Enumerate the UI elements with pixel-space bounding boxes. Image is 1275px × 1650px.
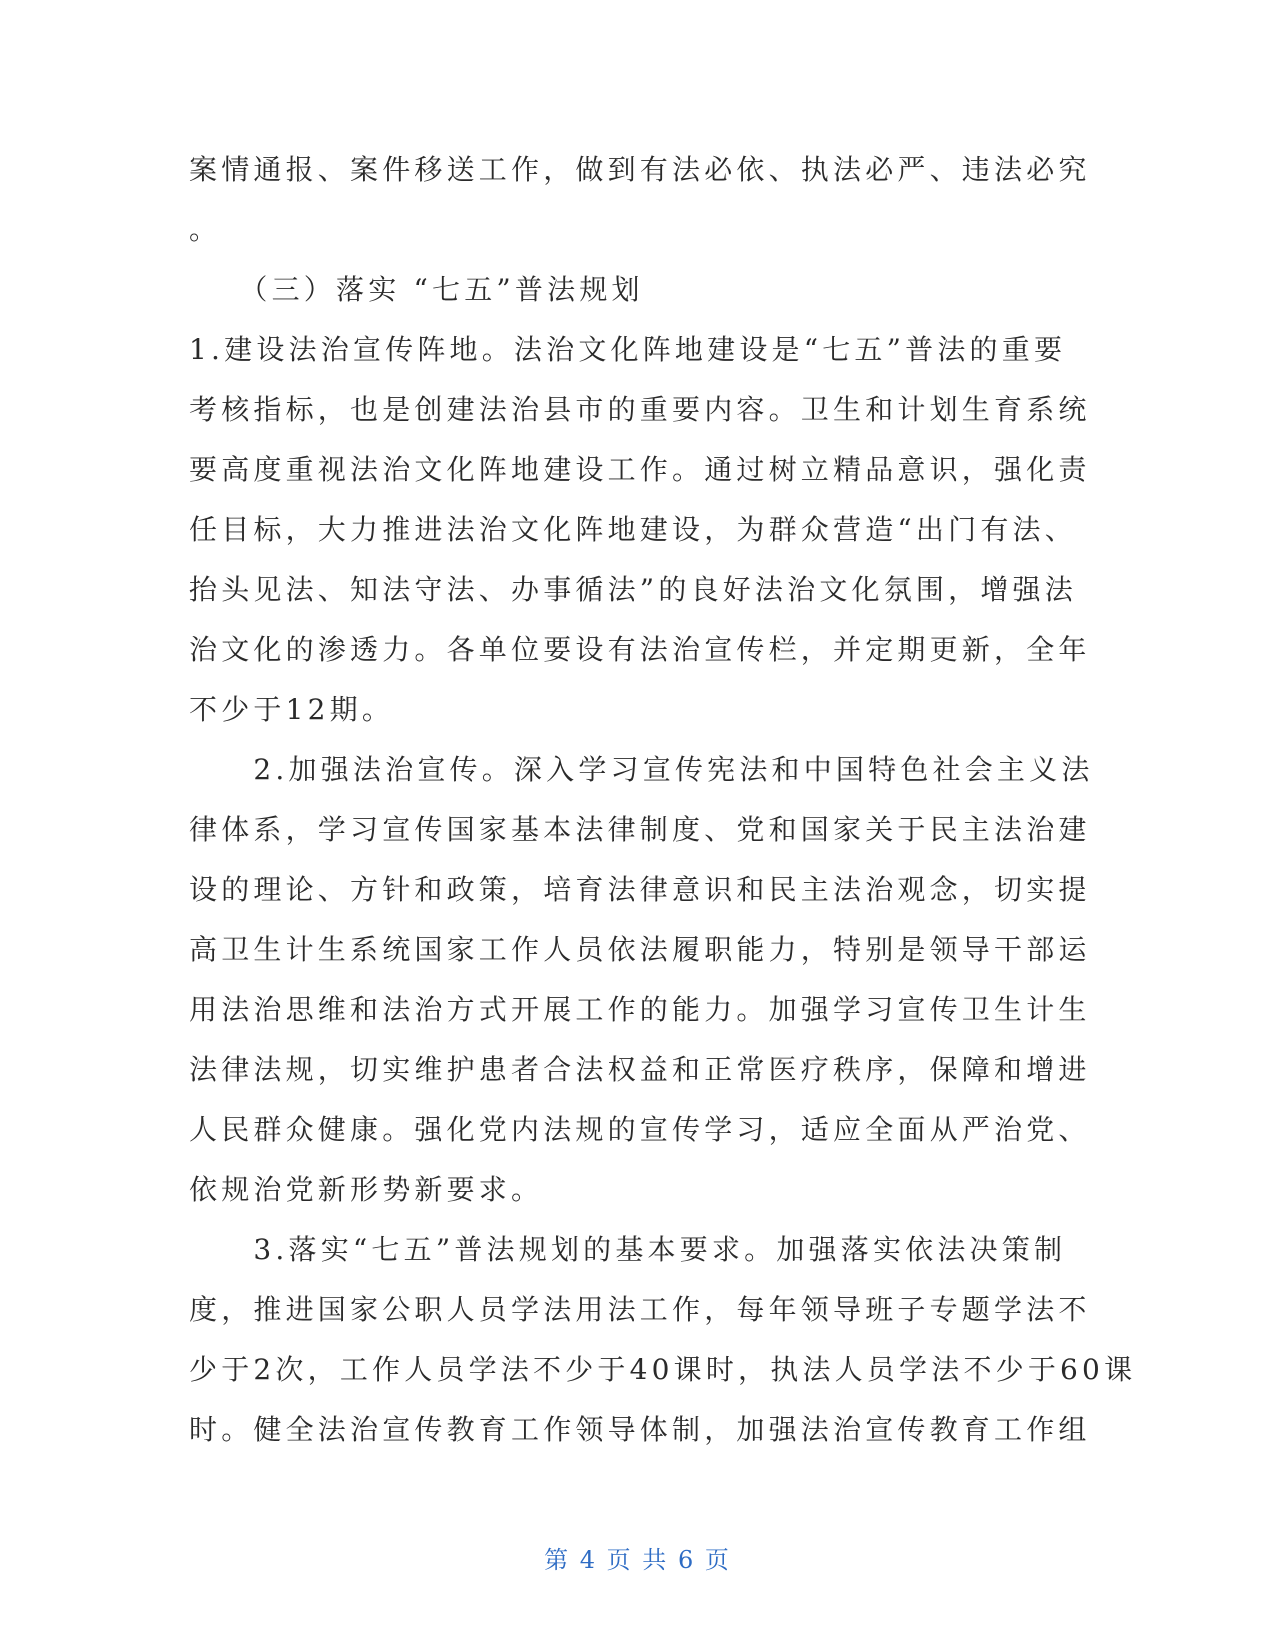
text-line: 要高度重视法治文化阵地建设工作。通过树立精品意识，强化责 [189, 453, 1091, 486]
text-line: 度，推进国家公职人员学法用法工作，每年领导班子专题学法不 [189, 1293, 1091, 1326]
text-line: 高卫生计生系统国家工作人员依法履职能力，特别是领导干部运 [189, 933, 1091, 966]
section-heading: （三）落实 “七五”普法规划 [189, 273, 644, 306]
text-line: 考核指标，也是创建法治县市的重要内容。卫生和计划生育系统 [189, 393, 1091, 426]
text-line: 不少于12期。 [189, 693, 395, 726]
page-number-footer: 第 4 页 共 6 页 [544, 1546, 731, 1574]
text-line: 律体系，学习宣传国家基本法律制度、党和国家关于民主法治建 [189, 813, 1091, 846]
text-line: 1.建设法治宣传阵地。法治文化阵地建设是“七五”普法的重要 [189, 333, 1067, 366]
text-line: 人民群众健康。强化党内法规的宣传学习，适应全面从严治党、 [189, 1113, 1091, 1146]
text-line: 。 [189, 213, 222, 246]
text-line: 法律法规，切实维护患者合法权益和正常医疗秩序，保障和增进 [189, 1053, 1091, 1086]
text-line: 设的理论、方针和政策，培育法律意识和民主法治观念，切实提 [189, 873, 1091, 906]
document-body [189, 140, 1137, 1460]
text-line: 少于2次，工作人员学法不少于40课时，执法人员学法不少于60课 [189, 1353, 1137, 1386]
text-line: 依规治党新形势新要求。 [189, 1173, 544, 1206]
text-line: 时。健全法治宣传教育工作领导体制，加强法治宣传教育工作组 [189, 1413, 1091, 1446]
text-line: 3.落实“七五”普法规划的基本要求。加强落实依法决策制 [189, 1233, 1067, 1266]
text-line: 治文化的渗透力。各单位要设有法治宣传栏，并定期更新，全年 [189, 633, 1091, 666]
text-line: 案情通报、案件移送工作，做到有法必依、执法必严、违法必究 [189, 153, 1091, 186]
text-line: 用法治思维和法治方式开展工作的能力。加强学习宣传卫生计生 [189, 993, 1091, 1026]
text-line: 抬头见法、知法守法、办事循法”的良好法治文化氛围，增强法 [189, 573, 1077, 606]
text-line: 任目标，大力推进法治文化阵地建设，为群众营造“出门有法、 [189, 513, 1077, 546]
text-line: 2.加强法治宣传。深入学习宣传宪法和中国特色社会主义法 [189, 753, 1094, 786]
